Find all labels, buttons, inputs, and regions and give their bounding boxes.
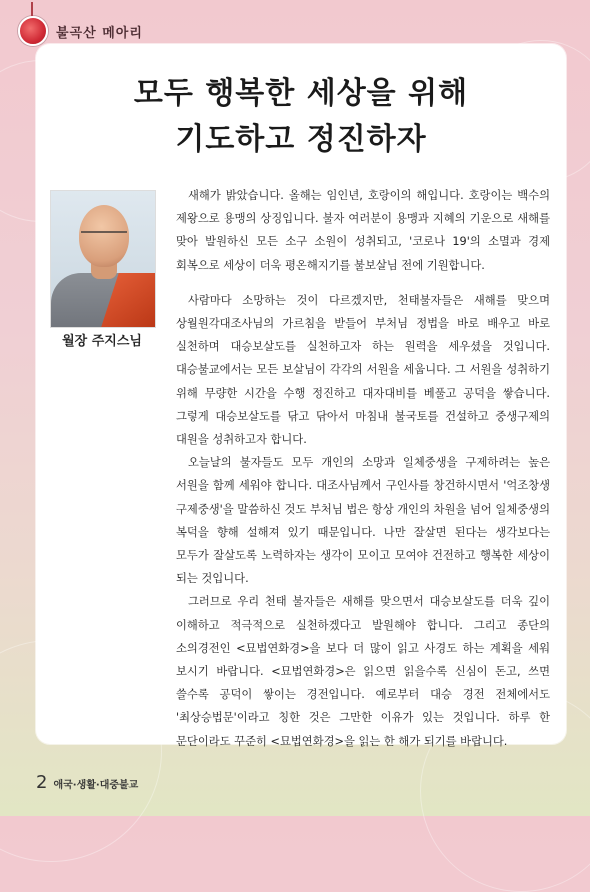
lantern-ornament-icon (18, 16, 48, 46)
photo-caption: 월장 주지스님 (62, 334, 142, 349)
section-header (18, 14, 143, 48)
page-number: 2 (36, 772, 48, 793)
page-footer (36, 772, 138, 793)
article-title-line1: 모두 행복한 세상을 위해 (133, 76, 469, 111)
body-paragraph: 그러므로 우리 천태 불자들은 새해를 맞으면서 대승보살도를 더욱 깊이 이해하고 적극적으로 실천하겠다고 발원해야 합니다. 그리고 종단의 소의경전인 <묘법연화경>을 보다 더 많이 읽고 사경도 하는 계획을 세워 보시기 바랍니다. <묘법연화경>은 읽으면 읽을수록 신심이 돈고, 쓰면 쓸수록 공덕이 쌓이는 경전입니다. 예로부터 대승 경전 전체에서도 '최상승법문'이라고 칭한 것은 그만한 이유가 있는 것입니다. 하루 한 문단이라도 꾸준히 <묘법연화경>을 읽는 한 해가 되기를 바랍니다. (176, 595, 550, 748)
body-paragraph: 오늘날의 불자들도 모두 개인의 소망과 일체중생을 구제하려는 높은 서원을 함께 세워야 합니다. 대조사님께서 구인사를 창건하시면서 '억조창생 구제중생'을 말씀하신 것도 부처님 법은 항상 개인의 차원을 넘어 일체중생의 복덕을 향해 설해져 있기 때문입니다. 나만 잘살면 된다는 생각보다는 모두가 잘살도록 노력하자는 생각이 모이고 모여야 건전하고 행복한 세상이 되는 것입니다. (176, 456, 550, 586)
publication-label: 애국·생활·대중불교 (53, 780, 139, 791)
section-label: 불곡산 메아리 (56, 25, 143, 41)
article-title-line2: 기도하고 정진하자 (175, 122, 427, 157)
body-paragraph: 새해가 밝았습니다. 올해는 임인년, 호랑이의 해입니다. 호랑이는 백수의 제왕으로 용맹의 상징입니다. 불자 여러분이 용맹과 지혜의 기운으로 새해를 맞아 발원하신 모든 소구 소원이 성취되고, '코로나 19'의 소멸과 경제 회복으로 세상이 더욱 평온해지기를 불보살님 전에 기원합니다. (176, 189, 550, 272)
body-paragraph: 사람마다 소망하는 것이 다르겠지만, 천태불자들은 새해를 맞으며 상월원각대조사님의 가르침을 받들어 부처님 정법을 바로 배우고 바로 실천하며 대승보살도를 실천하고자 하는 원력을 세우셨을 것입니다. 대승불교에서는 모든 보살님이 각각의 서원을 세웁니다. 그 서원을 성취하기 위해 무량한 시간을 수행 정진하고 대자대비를 베풀고 공덕을 쌓습니다. 그렇게 대승보살도를 닦고 닦아서 마침내 불국토를 건설하고 중생구제의 대원을 성취하고자 합니다. (176, 293, 550, 447)
glasses (81, 231, 127, 243)
author-photo (50, 190, 156, 328)
article-body (176, 184, 550, 753)
